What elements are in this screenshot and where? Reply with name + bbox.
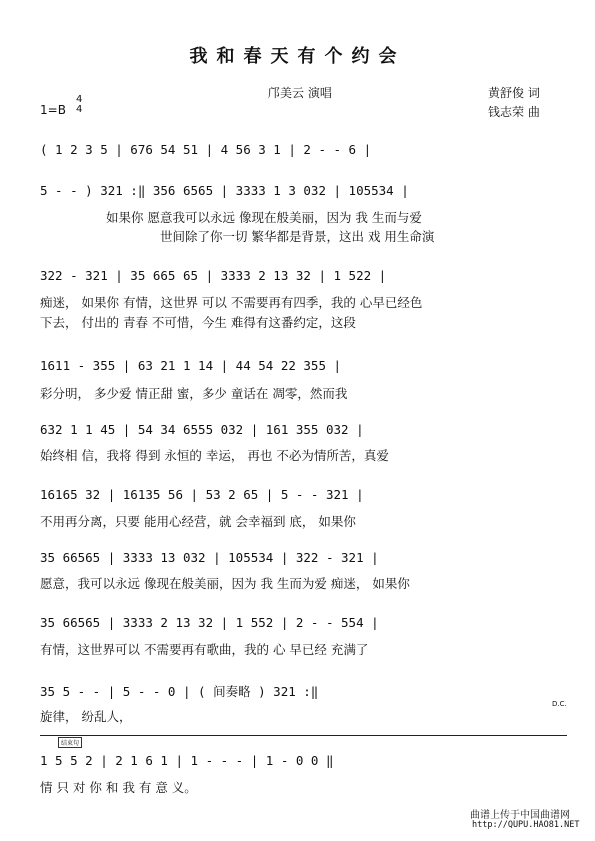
score-line-7-notes: 35 66565 | 3333 13 032 | 105534 | 322 - 321 | — [40, 550, 379, 565]
time-signature-bottom: 4 — [76, 104, 83, 115]
score-line-3-notes: 322 - 321 | 35 665 65 | 3333 2 13 32 | 1 522 | — [40, 268, 387, 283]
score-line-8-lyric-1: 有情，这世界可以 不需要再有歌曲，我的 心 早已经 充满了 — [40, 642, 369, 657]
footer-url: http://QUPU.HAO81.NET — [472, 820, 580, 830]
time-signature — [76, 95, 82, 115]
score-line-6-lyric-1: 不用再分离，只要 能用心经营，就 会幸福到 底， 如果你 — [40, 514, 356, 529]
score-line-5-lyric-1: 始终相 信，我将 得到 永恒的 幸运， 再也 不必为情所苦，真爱 — [40, 448, 389, 463]
score-line-2-lyric-2: 世间除了你一切 繁华都是背景，这出 戏 用生命演 — [160, 229, 435, 244]
score-line-4-notes: 1611 - 355 | 63 21 1 14 | 44 54 22 355 | — [40, 358, 342, 373]
score-line-6-notes: 16165 32 | 16135 56 | 53 2 65 | 5 - - 321 | — [40, 487, 364, 502]
coda-label: 结束句 — [58, 737, 82, 748]
score-line-5-notes: 632 1 1 45 | 54 34 6555 032 | 161 355 032 | — [40, 422, 364, 437]
score-line-3-lyric-1: 痴迷， 如果你 有情，这世界 可以 不需要再有四季，我的 心早已经色 — [40, 295, 423, 310]
score-line-4-lyric-1: 彩分明， 多少爱 情正甜 蜜，多少 童话在 凋零，然而我 — [40, 386, 348, 401]
score-line-10-notes: 1 5 5 2 | 2 1 6 1 | 1 - - - | 1 - 0 0 ‖ — [40, 753, 334, 768]
score-line-7-lyric-1: 愿意，我可以永远 像现在般美丽，因为 我 生而为爱 痴迷， 如果你 — [40, 576, 410, 591]
dc-mark: D.C. — [552, 700, 567, 708]
score-line-3-lyric-2: 下去， 付出的 青春 不可惜，今生 难得有这番约定，这段 — [40, 315, 356, 330]
coda-bracket-line — [40, 735, 567, 736]
score-line-8-notes: 35 66565 | 3333 2 13 32 | 1 552 | 2 - - 554 | — [40, 615, 379, 630]
score-line-9-notes: 35 5 - - | 5 - - 0 | ( 间奏略 ) 321 :‖ — [40, 684, 319, 699]
footer-site-name: 曲谱上传于中国曲谱网 — [470, 810, 570, 821]
score-line-9-lyric-1: 旋律， 纷乱人， — [40, 709, 132, 724]
score-line-1-notes: ( 1 2 3 5 | 676 54 51 | 4 56 3 1 | 2 - - 6 | — [40, 142, 372, 157]
score-line-10-lyric-1: 情 只 对 你 和 我 有 意 义。 — [40, 780, 197, 795]
score-line-2-lyric-1: 如果你 愿意我可以永远 像现在般美丽，因为 我 生而与爱 — [106, 210, 422, 225]
time-signature-top: 4 — [76, 94, 83, 105]
lyricist-credit: 黄舒俊 词 — [488, 86, 540, 100]
key-signature: 1=B — [40, 103, 66, 117]
composer-credit: 钱志荣 曲 — [488, 105, 540, 119]
song-title: 我和春天有个约会 — [189, 46, 406, 67]
performer-credit: 邝美云 演唱 — [268, 86, 332, 100]
score-line-2-notes: 5 - - ) 321 :‖ 356 6565 | 3333 1 3 032 | 105534 | — [40, 183, 409, 198]
